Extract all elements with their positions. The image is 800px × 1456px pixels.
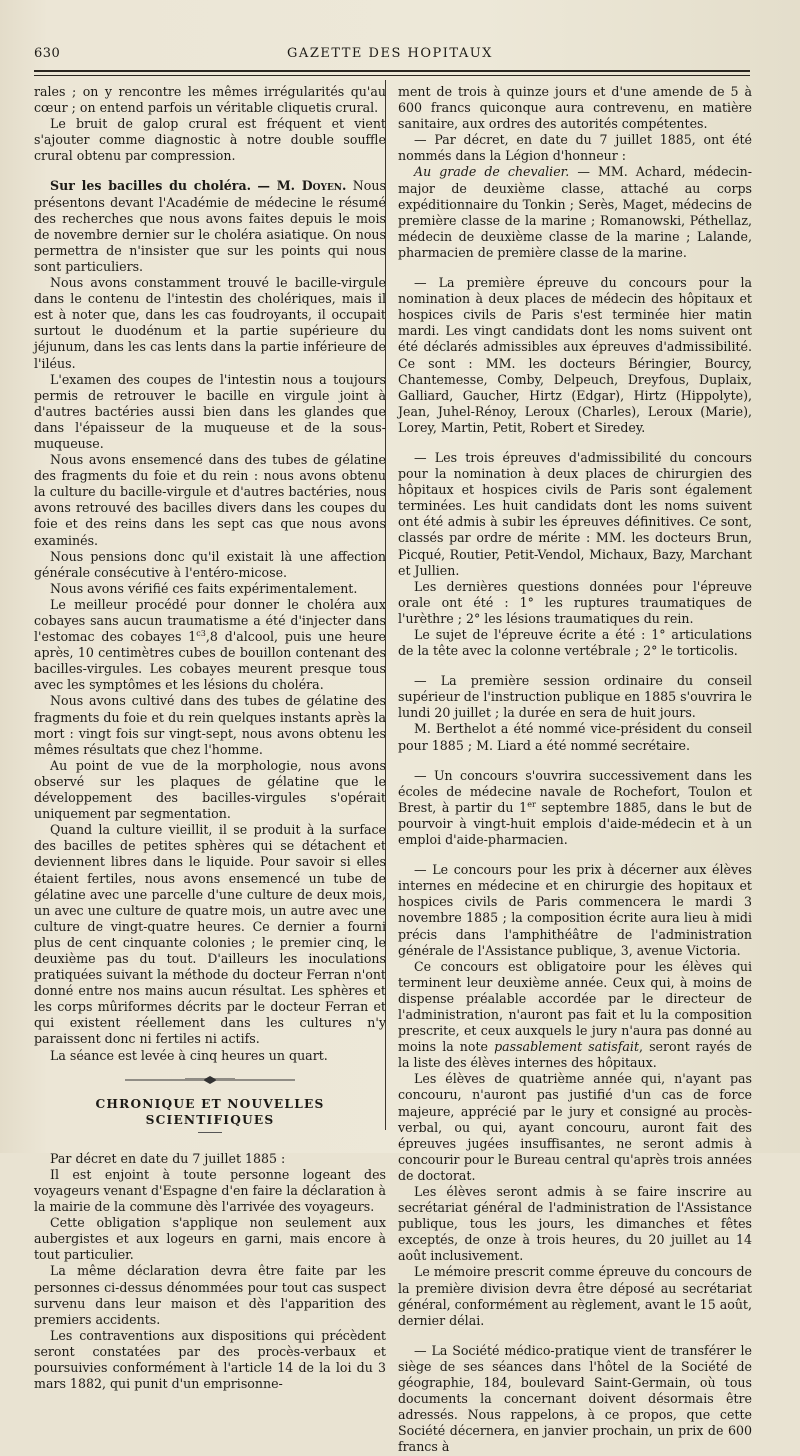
paragraph: — Par décret, en date du 7 juillet 1885, ont été nommés dans la Légion d'honneur : — [398, 132, 752, 164]
paragraph: Au point de vue de la morphologie, nous avons observé sur les plaques de gélatine que le développement des bacilles-virgules s'opérait uniquement par segmentation. — [34, 757, 386, 822]
left-column — [34, 84, 386, 1392]
paragraph-part: , seront rayés de la liste des élèves internes des hôpitaux. — [398, 1039, 752, 1071]
paragraph — [398, 164, 752, 261]
paragraph — [398, 959, 752, 1072]
paragraph: Quand la culture vieillit, il se produit à la surface des bacilles de petites sphères qui se détachent et deviennent libres dans le liquide. Pour savoir si elles étaient fertiles, nous avons ensemencé un tube de gélatine avec une parcelle d'une culture de deux mois, un avec une culture de quatre mois, un autre avec une culture de vingt-quatre heures. Ce dernier a fourni plus de cent cinquante colonies ; le premier cinq, le deuxième pas du tout. D'ailleurs les inoculations pratiquées suivant la méthode du docteur Ferran n'ont donné entre nos mains aucun résultat. Les sphères et les corps mûriformes décrits par le docteur Ferran et qui existent réellement dans les cultures n'y paraissent donc ni fertiles ni actifs. — [34, 822, 386, 1047]
paragraph: La séance est levée à cinq heures un quart. — [50, 1047, 328, 1063]
section-ornament — [34, 1074, 386, 1088]
paragraph: — La première session ordinaire du conseil supérieur de l'instruction publique en 1885 s'ouvrira le lundi 20 juillet ; la durée en sera de huit jours. — [398, 673, 752, 721]
paragraph: Les dernières questions données pour l'épreuve orale ont été : 1° les ruptures traumatiques de l'urèthre ; 2° les lésions traumatiques du rein. — [398, 578, 752, 626]
section-heading: CHRONIQUE ET NOUVELLES SCIENTIFIQUES — [95, 1096, 325, 1127]
paragraph: La même déclaration devra être faite par les personnes ci-dessus dénommées pour tout cas suspect survenu dans leur maison et dès l'apparition des premiers accidents. — [34, 1263, 386, 1327]
header-rule-bottom — [34, 75, 750, 76]
paragraph — [398, 768, 752, 848]
paragraph-part: Ce concours est obligatoire pour les élèves qui terminent leur deuxième année. Ceux qui, à moins de dispense préalable accordée par le directeur de l'administration, n'auront pas fait et lu la composition prescrite, et ceux auxquels le jury n'aura pas donné au moins la note — [398, 958, 752, 1055]
article-author: — M. Doyen. — [257, 178, 347, 194]
superscript: er — [527, 799, 536, 809]
section-short-rule — [198, 1132, 222, 1133]
header-rule-top — [34, 70, 750, 72]
paragraph: Par décret en date du 7 juillet 1885 : — [50, 1150, 286, 1166]
paragraph: Le sujet de l'épreuve écrite a été : 1° articulations de la tête avec la colonne vertébrale ; 2° le torticolis. — [398, 627, 752, 659]
article-doyen-intro — [34, 178, 386, 275]
paragraph: Le bruit de galop crural est fréquent et vient s'ajouter comme diagnostic à notre double souffle crural obtenu par compression. — [34, 116, 386, 164]
paragraph: Il est enjoint à toute personne logeant des voyageurs venant d'Espagne d'en faire la déclaration à la mairie de la commune dès l'arrivée des voyageurs. — [34, 1166, 386, 1215]
paragraph: Cette obligation s'applique non seulement aux aubergistes et aux logeurs en garni, mais encore à tout particulier. — [34, 1215, 386, 1263]
paragraph: — La Société médico-pratique vient de transférer le siège de ses séances dans l'hôtel de la Société de géographie, 184, boulevard Saint-Germain, où tous documents la concernant doivent désormais être adressés. Nous rappelons, à ce propos, que cette Société décernera, en janvier prochain, un prix de 600 francs à — [398, 1342, 752, 1455]
paragraph: — Le concours pour les prix à décerner aux élèves internes en médecine et en chirurgie des hopitaux et hospices civils de Paris commencera le mardi 3 novembre 1885 ; la composition écrite aura lieu à midi précis dans l'amphithéâtre de l'administration générale de l'Assistance publique, 3, avenue Victoria. — [398, 862, 752, 958]
running-title: GAZETTE DES HOPITAUX — [287, 46, 493, 61]
paragraph: Les élèves de quatrième année qui, n'ayant pas concouru, n'auront pas justifié d'un cas de force majeure, apprécié par le jury et consigné au procès-verbal, ou qui, ayant concouru, auront fait des épreuves jugées insuffisantes, ne seront admis à concourir pour le Bureau central qu'après trois années de doctorat. — [398, 1071, 752, 1183]
italic-label: Au grade de chevalier. — [414, 164, 570, 180]
paragraph: Nous pensions donc qu'il existait là une affection générale consécutive à l'entéro-micose. — [34, 548, 386, 580]
paragraph: rales ; on y rencontre les mêmes irrégularités qu'au cœur ; on entend parfois un véritable cliquetis crural. — [34, 84, 386, 116]
paragraph: Nous avons vérifié ces faits expérimentalement. — [50, 580, 358, 596]
italic-text: passablement satisfait — [494, 1039, 640, 1055]
paragraph: — Les trois épreuves d'admissibilité du concours pour la nomination à deux places de chirurgien des hôpitaux et hospices civils de Paris sont également terminées. Les huit candidats dont les noms suivent ont été admis à subir les épreuves définitives. Ce sont, classés par ordre de mérite : MM. les docteurs Brun, Picqué, Routier, Petit-Vendol, Michaux, Bazy, Marchant et Jullien. — [398, 449, 752, 578]
paragraph: Les élèves seront admis à se faire inscrire au secrétariat général de l'administration de l'Assistance publique, tous les jours, les dimanches et fêtes exceptés, de onze à trois heures, du 20 juillet au 14 août inclusivement. — [398, 1184, 752, 1264]
superscript: c3 — [196, 628, 206, 638]
paragraph: Nous avons cultivé dans des tubes de gélatine des fragments du foie et du rein quelques instants après la mort : vingt fois sur vingt-sept, nous avons obtenu les mêmes résultats que chez l'homme. — [34, 693, 386, 757]
paragraph: Le mémoire prescrit comme épreuve du concours de la première division devra être déposé au secrétariat général, conformément au règlement, avant le 15 août, dernier délai. — [398, 1264, 752, 1328]
paragraph-part: septembre 1885, dans le but de pourvoir à vingt-huit emplois d'aide-médecin et à un emploi d'aide-pharmacien. — [398, 799, 752, 848]
page-number: 630 — [34, 46, 61, 61]
paragraph-part: ,8 d'alcool, puis une heure après, 10 centimètres cubes de bouillon contenant des bacilles-virgules. Les cobayes meurent presque tous avec les symptômes et les lésions du choléra. — [34, 629, 386, 693]
ornament-rule-icon — [125, 1074, 295, 1086]
paragraph: L'examen des coupes de l'intestin nous a toujours permis de retrouver le bacille en virgule joint à d'autres bactéries aussi bien dans les glandes que dans l'épaisseur de la muqueuse et de la sous-muqueuse. — [34, 371, 386, 451]
paragraph: Les contraventions aux dispositions qui précèdent seront constatées par des procès-verbaux et poursuivies conformément à l'article 14 de la loi du 3 mars 1882, qui punit d'un emprisonne- — [34, 1327, 386, 1392]
article-title: Sur les bacilles du choléra. — [50, 178, 251, 194]
right-column — [398, 84, 752, 1456]
paragraph — [34, 597, 386, 694]
header-rules — [34, 70, 750, 79]
page-header — [30, 44, 750, 66]
paragraph: — La première épreuve du concours pour la nomination à deux places de médecin des hôpitaux et hospices civils de Paris s'est terminée hier matin mardi. Les vingt candidats dont les noms suivent ont été déclarés admissibles aux épreuves d'admissibilité. Ce sont : MM. les docteurs Béringier, Bourcy, Chantemesse, Comby, Delpeuch, Dreyfous, Duplaix, Galliard, Gaucher, Hirtz (Edgar), Hirtz (Hippolyte), Jean, Juhel-Rénoy, Leroux (Charles), Leroux (Marie), Lorey, Martin, Petit, Robert et Siredey. — [398, 275, 752, 435]
paragraph: Nous avons ensemencé dans des tubes de gélatine des fragments du foie et du rein : nous avons obtenu la culture du bacille-virgule et d'autres bactéries, nous avons retrouvé des bacilles divers dans les coupes du foie et des reins dans les sept cas que nous avons examinés. — [34, 452, 386, 548]
article-text: Nous présentons devant l'Académie de médecine le résumé des recherches que nous avons faites depuis le mois de novembre dernier sur le choléra asiatique. On nous permettra de n'insister que sur les points qui nous sont particuliers. — [34, 178, 386, 274]
paragraph: ment de trois à quinze jours et d'une amende de 5 à 600 francs quiconque aura contrevenu, en matière sanitaire, aux ordres des autorités compétentes. — [398, 84, 752, 132]
paragraph-part: — MM. Achard, médecin-major de deuxième classe, attaché au corps expéditionnaire du Tonkin ; Serès, Maget, médecins de première classe de la marine ; Romanowski, Péthellaz, médecin de deuxième classe de la marine ; Lalande, pharmacien de première classe de la marine. — [398, 164, 752, 260]
paragraph-part: Le meilleur procédé pour donner le choléra aux cobayes sans aucun traumatisme a été d'injecter dans l'estomac des cobayes 1 — [34, 596, 386, 645]
paragraph: M. Berthelot a été nommé vice-président du conseil pour 1885 ; M. Liard a été nommé secrétaire. — [398, 721, 752, 753]
paragraph: Nous avons constamment trouvé le bacille-virgule dans le contenu de l'intestin des cholériques, mais il est à noter que, dans les cas foudroyants, il occupait surtout le duodénum et la partie supérieure du jéjunum, dans les cas lents dans la partie inférieure de l'iléus. — [34, 275, 386, 371]
paragraph-part: — Un concours s'ouvrira successivement dans les écoles de médecine navale de Rochefort, Toulon et Brest, à partir du 1 — [398, 767, 752, 815]
